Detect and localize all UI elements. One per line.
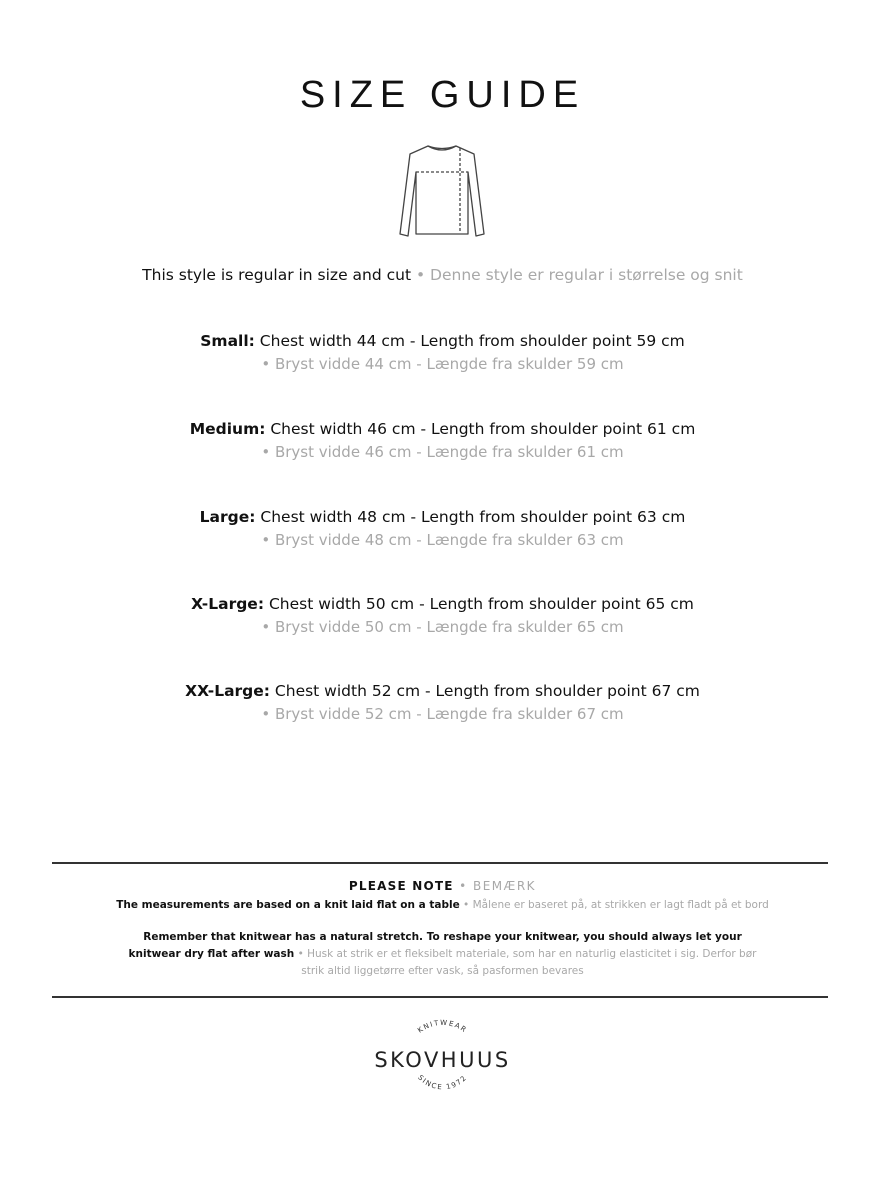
note-heading-en: PLEASE NOTE: [348, 879, 454, 893]
size-measure-da: • Bryst vidde 52 cm - Længde fra skulder 67 cm: [261, 705, 624, 723]
logo-top-text: KNITWEAR: [416, 1018, 469, 1035]
intro-en: This style is regular in size and cut: [142, 266, 412, 284]
size-label: XX-Large:: [185, 682, 270, 700]
divider-top: [52, 862, 828, 864]
size-measure-da: • Bryst vidde 50 cm - Længde fra skulder 65 cm: [261, 618, 624, 636]
note-line-1-en: The measurements are based on a knit laid flat on a table: [116, 899, 460, 911]
style-intro: [0, 266, 885, 284]
size-measure-da: • Bryst vidde 48 cm - Længde fra skulder 63 cm: [261, 531, 624, 549]
sweater-measurement-icon: [396, 142, 488, 242]
size-row-4: [0, 682, 885, 700]
brand-name: SKOVHUUS: [374, 1048, 511, 1072]
divider-bottom: [52, 996, 828, 998]
size-row-1: [0, 420, 885, 438]
size-measure-en: Chest width 48 cm - Length from shoulder point 63 cm: [260, 508, 686, 526]
size-label: Small:: [200, 332, 255, 350]
note-line-2-en: Remember that knitwear has a natural stretch. To reshape your knitwear, you should always let your knitwear dry flat after wash: [128, 931, 742, 960]
page-title: SIZE GUIDE: [299, 74, 586, 116]
note-heading: [0, 879, 885, 893]
note-line-2: [120, 929, 765, 980]
logo-bottom-text: SINCE 1972: [416, 1073, 469, 1092]
note-line-2-da: • Husk at strik er et fleksibelt materiale, som har en naturlig elasticitet i sig. Derfor bør strik altid liggetørre efter vask, så pasformen bevares: [297, 948, 757, 977]
size-measure-da: • Bryst vidde 44 cm - Længde fra skulder 59 cm: [261, 355, 624, 373]
size-measure-en: Chest width 52 cm - Length from shoulder point 67 cm: [274, 682, 700, 700]
note-heading-da: • BEMÆRK: [459, 879, 537, 893]
size-measure-en: Chest width 50 cm - Length from shoulder point 65 cm: [268, 595, 694, 613]
size-label: X-Large:: [191, 595, 265, 613]
size-measure-en: Chest width 44 cm - Length from shoulder point 59 cm: [259, 332, 685, 350]
size-measure-en: Chest width 46 cm - Length from shoulder point 61 cm: [270, 420, 696, 438]
size-label: Large:: [199, 508, 256, 526]
svg-text:SINCE 1972: [416, 1074, 468, 1092]
size-row-0: [0, 332, 885, 350]
note-line-1: [0, 897, 885, 914]
size-row-3: [0, 595, 885, 613]
size-row-2: [0, 508, 885, 526]
size-measure-da: • Bryst vidde 46 cm - Længde fra skulder 61 cm: [261, 443, 624, 461]
size-label: Medium:: [189, 420, 266, 438]
note-line-1-da: • Målene er baseret på, at strikken er lagt fladt på et bord: [463, 899, 769, 911]
brand-logo: [350, 1015, 535, 1105]
intro-da: • Denne style er regular i størrelse og snit: [415, 266, 743, 284]
svg-text:KNITWEAR: [416, 1019, 468, 1035]
